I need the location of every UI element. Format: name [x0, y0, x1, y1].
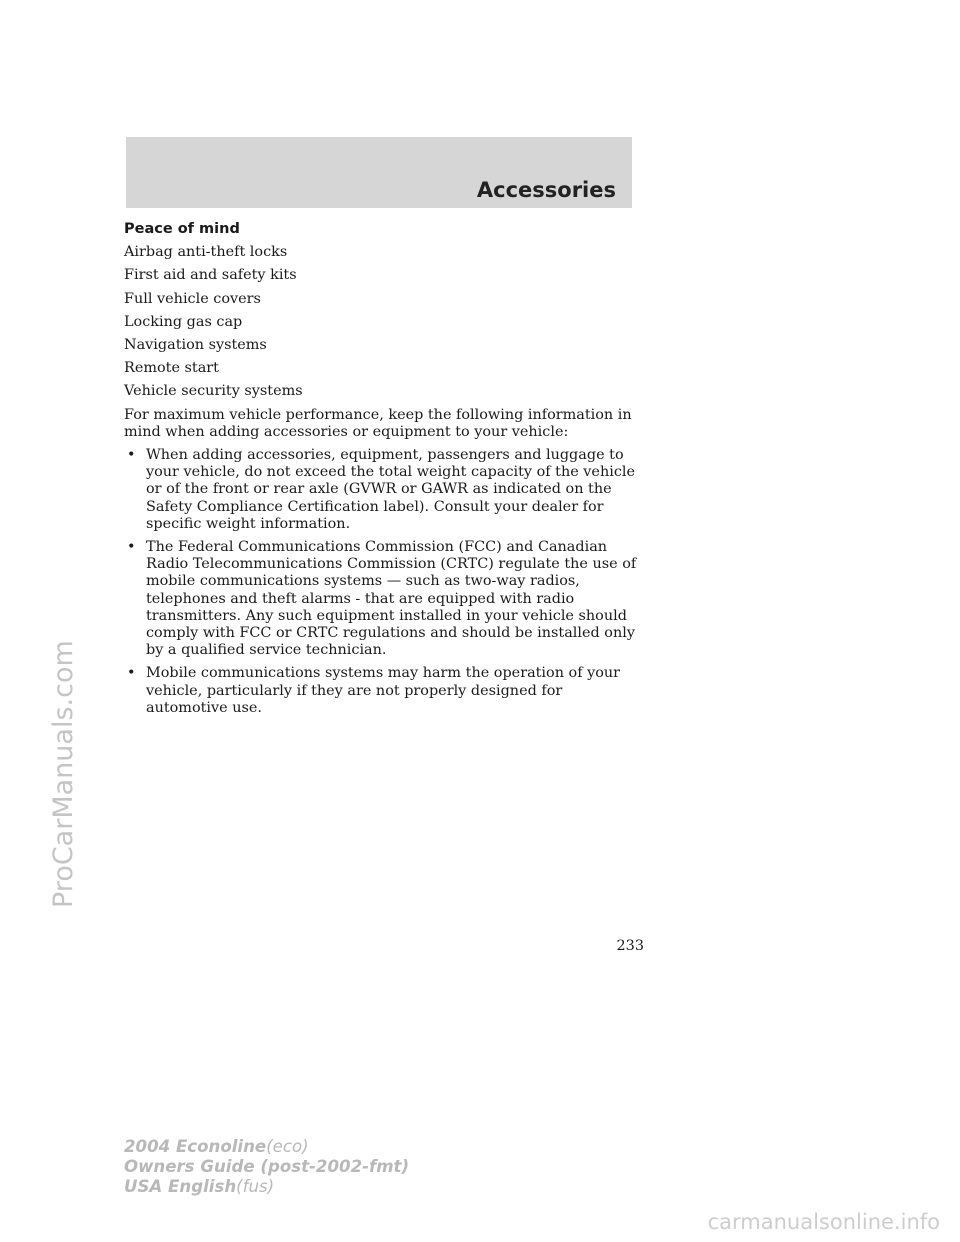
section-title: Accessories	[476, 178, 616, 202]
document-footer	[124, 1137, 409, 1197]
intro-paragraph: For maximum vehicle performance, keep the following information in mind when adding accessories or equipment to your vehicle:	[124, 406, 632, 440]
list-item: Vehicle security systems	[124, 383, 303, 400]
list-item: First aid and safety kits	[124, 267, 297, 284]
bullet-text: When adding accessories, equipment, passengers and luggage to your vehicle, do not exceed the total weight capacity of the vehicle or of the front or rear axle (GVWR or GAWR as indicated on the Safety Compliance Certification label). Consult your dealer for specific weight information.	[146, 447, 635, 532]
bottom-watermark: carmanualsonline.info	[707, 1210, 940, 1234]
footer-model-code: (eco)	[266, 1137, 309, 1156]
footer-model: 2004 Econoline	[124, 1137, 267, 1156]
bullet-icon: •	[127, 665, 136, 682]
bullet-icon: •	[127, 539, 136, 556]
list-item: Navigation systems	[124, 337, 267, 354]
footer-line-guide	[124, 1157, 409, 1177]
bullet-item	[124, 665, 644, 717]
list-item: Airbag anti-theft locks	[124, 244, 288, 261]
list-item: Full vehicle covers	[124, 290, 261, 307]
bullet-text: The Federal Communications Commission (FCC) and Canadian Radio Telecommunications Commission (CRTC) regulate the use of mobile communications systems — such as two-way radios, telephones and theft alarms - that are equipped with radio transmitters. Any such equipment installed in your vehicle should comply with FCC or CRTC regulations and should be installed only by a qualified service technician.	[146, 539, 637, 659]
bullet-text: Mobile communications systems may harm the operation of your vehicle, particularly if they are not properly designed for automotive use.	[146, 665, 621, 716]
footer-language: USA English	[124, 1177, 237, 1196]
bullet-item	[124, 447, 644, 533]
page-number: 233	[616, 938, 644, 954]
bullet-item	[124, 539, 644, 659]
list-item: Locking gas cap	[124, 313, 243, 330]
subheading: Peace of mind	[124, 221, 240, 237]
bullet-list	[124, 447, 644, 717]
footer-line-model	[124, 1137, 409, 1157]
page-content	[124, 221, 644, 723]
footer-guide: Owners Guide (post-2002-fmt)	[124, 1157, 410, 1176]
bullet-icon: •	[127, 447, 136, 464]
footer-language-code: (fus)	[236, 1177, 275, 1196]
list-item: Remote start	[124, 360, 219, 377]
footer-line-language	[124, 1177, 409, 1197]
section-header-band	[126, 137, 632, 208]
side-watermark: ProCarManuals.com	[48, 640, 79, 908]
